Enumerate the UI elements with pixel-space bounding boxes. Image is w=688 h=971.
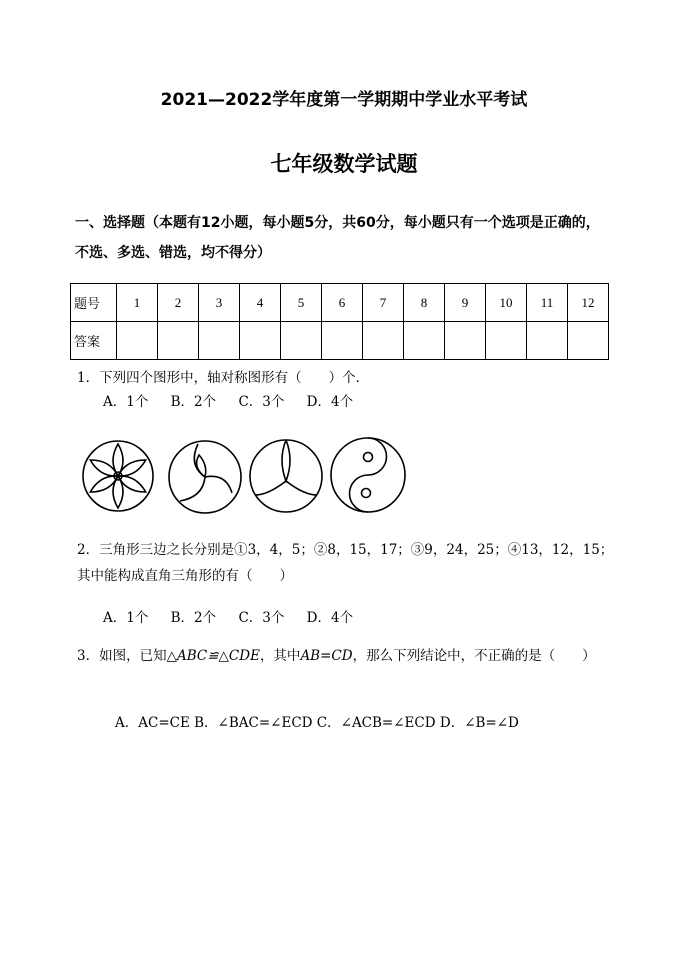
number-cell: 11 xyxy=(527,284,568,322)
answer-table-number-row xyxy=(71,284,609,322)
q1-stem: 1．下列四个图形中，轴对称图形有（ ）个． xyxy=(77,370,370,386)
number-cell: 7 xyxy=(363,284,404,322)
q3-option-d: D．∠B=∠D xyxy=(439,715,519,731)
number-row-header: 题号 xyxy=(71,284,117,322)
q3-option-c: C．∠ACB=∠ECD xyxy=(316,715,436,731)
number-cell: 8 xyxy=(404,284,445,322)
q3-options xyxy=(115,711,519,731)
q3-option-a: A．AC=CE xyxy=(115,715,190,731)
number-cell: 1 xyxy=(117,284,158,322)
q1-option-b: B．2个 xyxy=(170,394,217,410)
section-heading xyxy=(75,208,635,268)
number-cell: 5 xyxy=(281,284,322,322)
answer-cell[interactable] xyxy=(486,322,527,360)
q2-option-a: A．1个 xyxy=(103,610,149,626)
answer-cell[interactable] xyxy=(322,322,363,360)
q3-stem-c: ，那么下列结论中，不正确的是（ ） xyxy=(352,648,596,664)
q1-option-c: C．3个 xyxy=(238,394,285,410)
answer-table-answer-row xyxy=(71,322,609,360)
q2-options xyxy=(103,606,371,626)
number-cell: 6 xyxy=(322,284,363,322)
q2-option-d: D．4个 xyxy=(306,610,354,626)
answer-cell[interactable] xyxy=(363,322,404,360)
q2-option-b: B．2个 xyxy=(170,610,217,626)
answer-row-header: 答案 xyxy=(71,322,117,360)
three-arc-circle-figure xyxy=(250,440,322,512)
number-cell: 4 xyxy=(240,284,281,322)
answer-cell[interactable] xyxy=(199,322,240,360)
q2-option-c: C．3个 xyxy=(238,610,285,626)
yin-yang-figure xyxy=(331,438,405,512)
exam-title: 2021—2022学年度第一学期期中学业水平考试 xyxy=(160,90,528,110)
answer-cell[interactable] xyxy=(445,322,486,360)
q1-option-a: A．1个 xyxy=(103,394,149,410)
q1-option-d: D．4个 xyxy=(306,394,354,410)
answer-cell[interactable] xyxy=(240,322,281,360)
answer-cell[interactable] xyxy=(117,322,158,360)
answer-cell[interactable] xyxy=(527,322,568,360)
q3-stem-b: ，其中 xyxy=(259,648,301,664)
number-cell: 9 xyxy=(445,284,486,322)
q2-stem: 2．三角形三边之长分别是①3，4，5；②8，15，17；③9，24，25；④13，12，15；其中能构成直角三角形的有（ ） xyxy=(77,542,614,584)
q1-figures xyxy=(80,435,410,517)
number-cell: 10 xyxy=(486,284,527,322)
q1-options xyxy=(103,390,371,410)
answer-cell[interactable] xyxy=(281,322,322,360)
number-cell: 2 xyxy=(158,284,199,322)
answer-cell[interactable] xyxy=(158,322,199,360)
q3-math-congruence: △ABC≌△CDE xyxy=(166,648,260,664)
flower-circle-figure xyxy=(83,441,153,511)
number-cell: 3 xyxy=(199,284,240,322)
q3-stem xyxy=(77,643,617,669)
number-cell: 12 xyxy=(568,284,609,322)
answer-table xyxy=(70,283,609,360)
answer-cell[interactable] xyxy=(404,322,445,360)
answer-cell[interactable] xyxy=(568,322,609,360)
q3-stem-a: 3．如图，已知 xyxy=(77,648,167,664)
section-heading-line2: 不选、多选、错选，均不得分） xyxy=(75,245,271,261)
swirl-circle-figure xyxy=(169,441,241,513)
subject-title: 七年级数学试题 xyxy=(270,152,418,176)
section-heading-line1: 一、选择题（本题有12小题，每小题5分，共60分，每小题只有一个选项是正确的， xyxy=(75,215,600,231)
q3-option-b: B．∠BAC=∠ECD xyxy=(194,715,313,731)
q3-math-equality: AB=CD xyxy=(300,648,353,664)
